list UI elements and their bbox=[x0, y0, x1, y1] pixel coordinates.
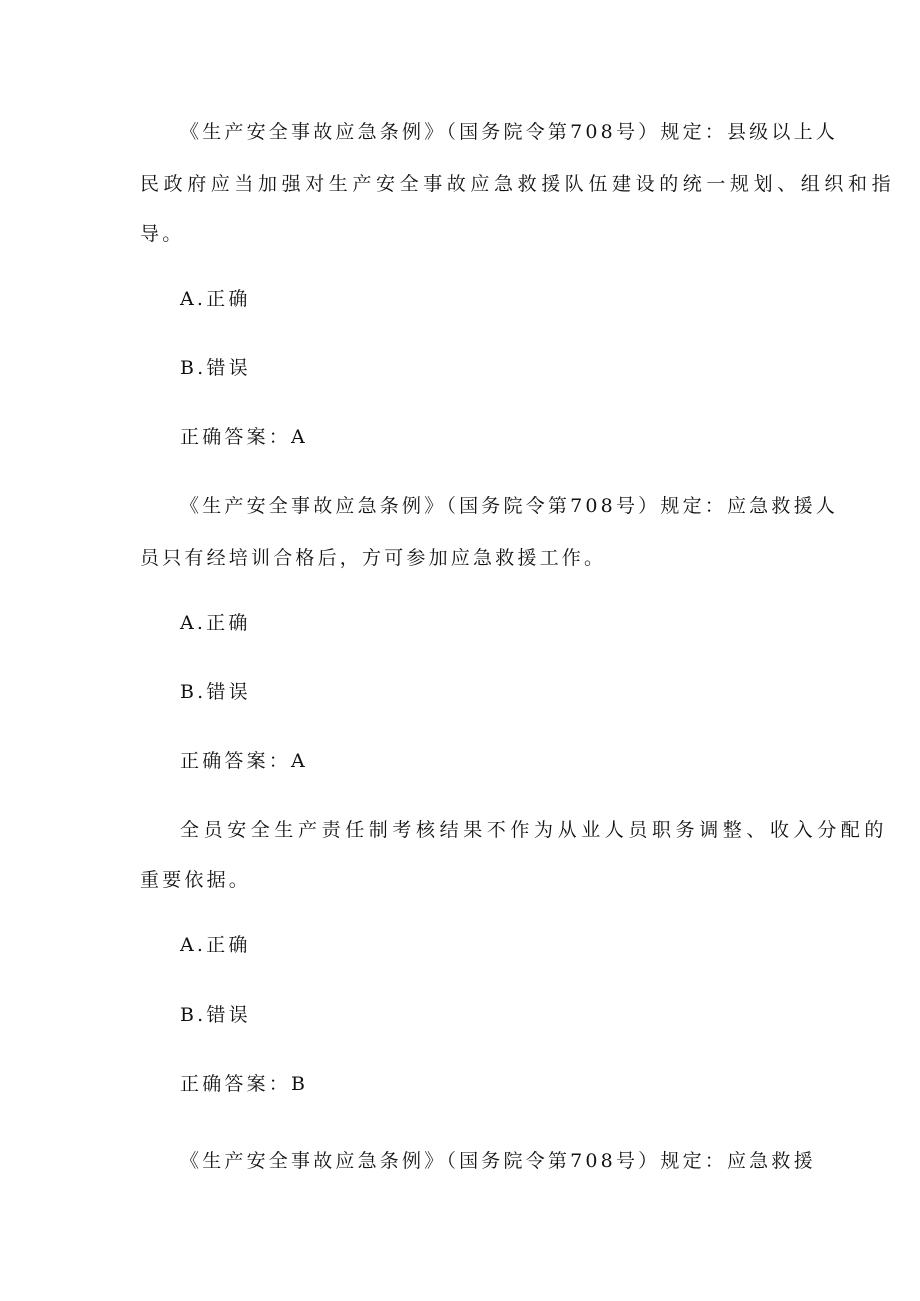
question-3-answer: 正确答案：B bbox=[180, 1073, 309, 1095]
question-1-stem-line-3: 导。 bbox=[140, 223, 185, 245]
question-3-option-b: B.错误 bbox=[180, 1004, 251, 1026]
question-3-stem-line-2: 重要依据。 bbox=[140, 869, 252, 891]
question-2-option-b: B.错误 bbox=[180, 681, 251, 703]
question-3-option-a: A.正确 bbox=[180, 934, 251, 956]
question-2-stem-line-2: 员只有经培训合格后，方可参加应急救援工作。 bbox=[140, 547, 607, 569]
question-4-stem-line-1: 《生产安全事故应急条例》（国务院令第708号）规定：应急救援 bbox=[180, 1150, 816, 1172]
question-1-option-a: A.正确 bbox=[180, 288, 251, 310]
question-1-answer: 正确答案：A bbox=[180, 426, 308, 448]
question-1-stem-line-1: 《生产安全事故应急条例》（国务院令第708号）规定：县级以上人 bbox=[180, 121, 838, 143]
question-2-stem-line-1: 《生产安全事故应急条例》（国务院令第708号）规定：应急救援人 bbox=[180, 495, 838, 517]
question-1-stem-line-2: 民政府应当加强对生产安全事故应急救援队伍建设的统一规划、组织和指 bbox=[140, 173, 896, 195]
question-1-option-b: B.错误 bbox=[180, 357, 251, 379]
question-2-answer: 正确答案：A bbox=[180, 750, 308, 772]
question-3-stem-line-1: 全员安全生产责任制考核结果不作为从业人员职务调整、收入分配的 bbox=[180, 819, 889, 841]
question-2-option-a: A.正确 bbox=[180, 612, 251, 634]
